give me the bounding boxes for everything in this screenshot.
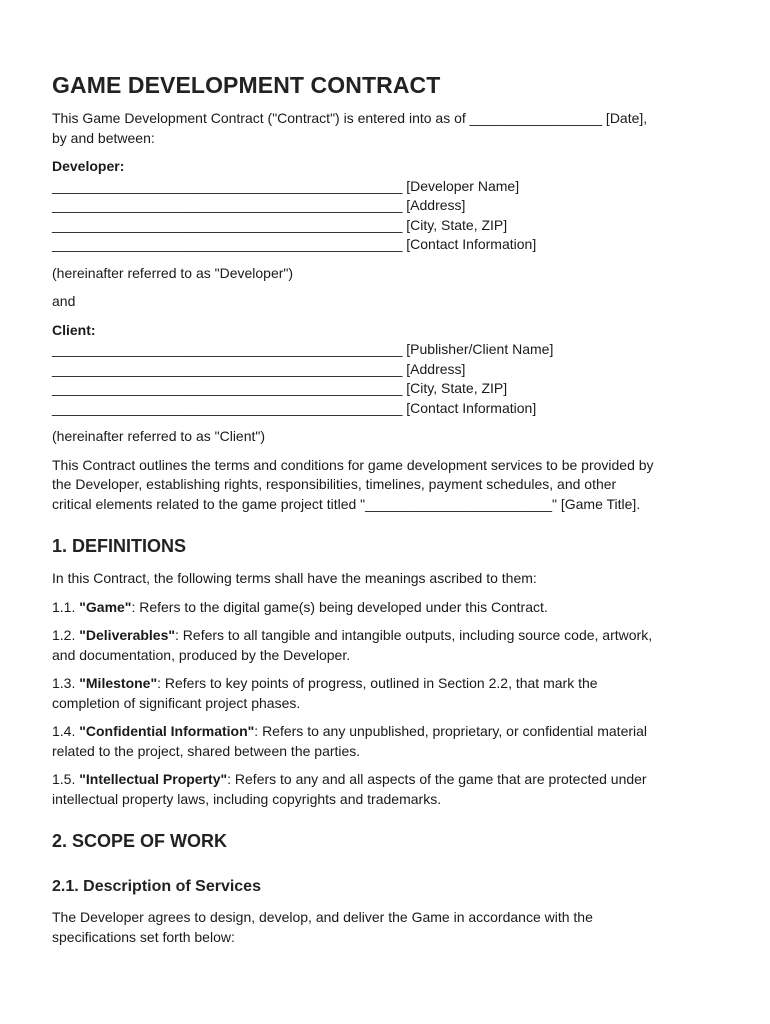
definition-term: "Intellectual Property" [79,771,228,787]
description-line-2: specifications set forth below: [52,928,235,945]
definition-text: : Refers to all tangible and intangible outputs, including source code, artwork, [175,627,653,643]
document-title: GAME DEVELOPMENT CONTRACT [52,72,441,98]
definition-number: 1.4. [52,723,80,739]
developer-label: Developer: [52,158,125,174]
intro-line-1: This Game Development Contract ("Contract") is entered into as of _________________ [Date], [52,110,648,126]
definition-number: 1.1. [52,598,80,615]
definition-number: 1.5. [52,771,80,787]
definition-text-continued: and documentation, produced by the Developer. [52,646,351,663]
developer-name-line: _____________________________________________ [Developer Name] [52,177,520,194]
outline-line-3: critical elements related to the game project titled "________________________" [Game Title]. [52,495,641,512]
client-referred: (hereinafter referred to as "Client") [52,428,266,444]
definition-text: : Refers to any unpublished, proprietary, or confidential material [254,723,648,739]
client-address-line: _____________________________________________ [Address] [52,360,466,377]
definition-confidential-information [52,722,718,761]
developer-address-line: _____________________________________________ [Address] [52,197,466,213]
outline-paragraph [52,456,718,515]
client-fields [52,340,718,418]
definition-deliverables [52,626,718,665]
developer-fields [52,177,718,255]
definition-milestone [52,674,718,713]
definition-intellectual-property [52,770,718,809]
developer-block [52,157,718,255]
definition-text: : Refers to the digital game(s) being developed under this Contract. [131,598,548,615]
client-city-line: _____________________________________________ [City, State, ZIP] [52,380,508,396]
section-scope-heading: 2. SCOPE OF WORK [52,831,228,851]
developer-referred: (hereinafter referred to as "Developer") [52,264,294,281]
and-text: and [52,293,76,309]
description-line-1: The Developer agrees to design, develop, and deliver the Game in accordance with the [52,909,593,925]
definition-number: 1.3. [52,675,80,691]
developer-city-line: _____________________________________________ [City, State, ZIP] [52,216,508,233]
intro-line-2: by and between: [52,129,155,146]
outline-line-2: the Developer, establishing rights, responsibilities, timelines, payment schedules, and other [52,476,617,492]
definition-term: "Game" [79,598,132,615]
section-definitions-heading: 1. DEFINITIONS [52,536,187,556]
definitions-lead: In this Contract, the following terms shall have the meanings ascribed to them: [52,570,537,586]
definition-number: 1.2. [52,627,80,643]
definition-text: : Refers to any and all aspects of the game that are protected under [227,771,647,787]
description-paragraph [52,908,718,947]
definition-text-continued: completion of significant project phases. [52,694,301,711]
intro-paragraph [52,109,718,148]
definition-term: "Deliverables" [79,627,176,643]
subsection-description-heading: 2.1. Description of Services [52,878,261,895]
definition-term: "Confidential Information" [79,723,255,739]
definition-game [52,598,718,618]
developer-contact-line: _____________________________________________ [Contact Information] [52,236,537,252]
outline-line-1: This Contract outlines the terms and conditions for game development services to be provided by [52,456,654,473]
definition-text-continued: intellectual property laws, including copyrights and trademarks. [52,790,442,807]
client-label: Client: [52,321,96,338]
definition-text-continued: related to the project, shared between the parties. [52,742,361,759]
definition-term: "Milestone" [79,675,158,691]
client-contact-line: _____________________________________________ [Contact Information] [52,399,537,416]
client-block [52,321,718,419]
definition-text: : Refers to key points of progress, outlined in Section 2.2, that mark the [157,675,598,691]
client-name-line: _____________________________________________ [Publisher/Client Name] [52,341,554,357]
